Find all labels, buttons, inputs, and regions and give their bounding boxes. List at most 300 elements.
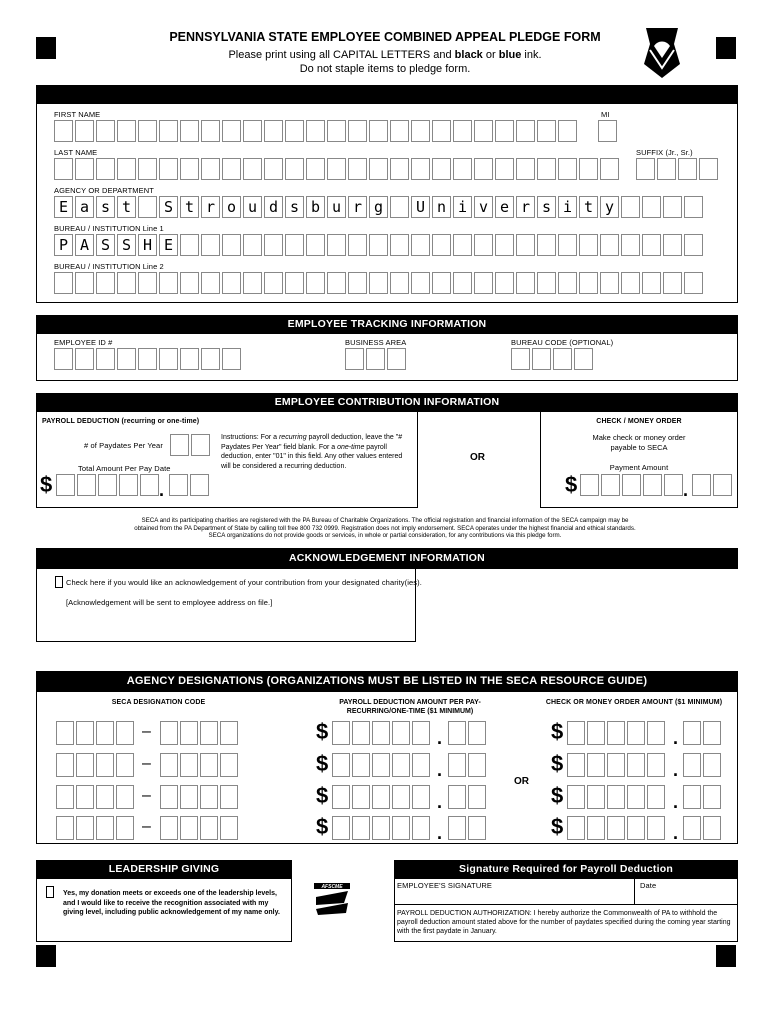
character-cell[interactable]	[647, 785, 665, 809]
character-cell[interactable]	[160, 816, 178, 840]
character-cell[interactable]	[285, 158, 304, 180]
character-cell[interactable]	[621, 272, 640, 294]
first-name-field[interactable]	[54, 120, 579, 142]
payroll-amount-cents-field[interactable]	[448, 753, 488, 777]
character-cell[interactable]	[140, 474, 159, 496]
check-amount-cents-field[interactable]	[683, 721, 723, 745]
character-cell[interactable]	[516, 158, 535, 180]
designation-code-prefix-field[interactable]	[56, 785, 136, 809]
character-cell[interactable]	[647, 816, 665, 840]
character-cell[interactable]: S	[96, 234, 115, 256]
date-field[interactable]	[638, 887, 736, 903]
character-cell[interactable]	[663, 272, 682, 294]
character-cell[interactable]: s	[285, 196, 304, 218]
character-cell[interactable]	[495, 272, 514, 294]
designation-code-prefix-field[interactable]	[56, 753, 136, 777]
character-cell[interactable]	[220, 816, 238, 840]
character-cell[interactable]: v	[474, 196, 493, 218]
character-cell[interactable]	[332, 785, 350, 809]
character-cell[interactable]	[327, 234, 346, 256]
character-cell[interactable]	[77, 474, 96, 496]
character-cell[interactable]	[390, 120, 409, 142]
check-amount-dollars-field[interactable]	[567, 721, 667, 745]
signature-field[interactable]	[396, 887, 632, 903]
character-cell[interactable]	[75, 348, 94, 370]
payroll-amount-dollars-field[interactable]	[332, 721, 432, 745]
character-cell[interactable]	[220, 721, 238, 745]
character-cell[interactable]	[558, 272, 577, 294]
character-cell[interactable]	[411, 120, 430, 142]
total-amount-dollars-field[interactable]	[56, 474, 161, 496]
character-cell[interactable]	[366, 348, 385, 370]
character-cell[interactable]	[684, 196, 703, 218]
character-cell[interactable]	[159, 158, 178, 180]
employee-id-field[interactable]	[54, 348, 243, 370]
character-cell[interactable]	[116, 816, 134, 840]
character-cell[interactable]	[567, 785, 585, 809]
character-cell[interactable]	[222, 348, 241, 370]
character-cell[interactable]	[222, 158, 241, 180]
character-cell[interactable]	[200, 753, 218, 777]
character-cell[interactable]	[683, 721, 701, 745]
character-cell[interactable]	[264, 158, 283, 180]
character-cell[interactable]: e	[495, 196, 514, 218]
character-cell[interactable]	[703, 785, 721, 809]
character-cell[interactable]	[516, 120, 535, 142]
character-cell[interactable]	[587, 721, 605, 745]
bureau-line-2-field[interactable]	[54, 272, 705, 294]
character-cell[interactable]	[600, 272, 619, 294]
check-amount-dollars-field[interactable]	[567, 785, 667, 809]
designation-code-suffix-field[interactable]	[160, 785, 240, 809]
character-cell[interactable]	[627, 816, 645, 840]
character-cell[interactable]	[474, 120, 493, 142]
character-cell[interactable]: g	[369, 196, 388, 218]
character-cell[interactable]	[116, 753, 134, 777]
character-cell[interactable]	[390, 196, 409, 218]
character-cell[interactable]	[453, 272, 472, 294]
character-cell[interactable]	[117, 272, 136, 294]
character-cell[interactable]	[96, 753, 114, 777]
character-cell[interactable]	[607, 816, 625, 840]
character-cell[interactable]	[180, 272, 199, 294]
payroll-amount-dollars-field[interactable]	[332, 753, 432, 777]
character-cell[interactable]	[75, 158, 94, 180]
payment-dollars-field[interactable]	[580, 474, 685, 496]
character-cell[interactable]	[448, 721, 466, 745]
designation-code-suffix-field[interactable]	[160, 721, 240, 745]
character-cell[interactable]: d	[264, 196, 283, 218]
character-cell[interactable]: u	[327, 196, 346, 218]
character-cell[interactable]	[567, 816, 585, 840]
character-cell[interactable]	[372, 785, 390, 809]
character-cell[interactable]: s	[537, 196, 556, 218]
character-cell[interactable]	[607, 721, 625, 745]
character-cell[interactable]	[138, 158, 157, 180]
character-cell[interactable]: u	[243, 196, 262, 218]
character-cell[interactable]	[75, 120, 94, 142]
character-cell[interactable]	[642, 196, 661, 218]
character-cell[interactable]	[432, 234, 451, 256]
character-cell[interactable]	[76, 753, 94, 777]
last-name-field[interactable]	[54, 158, 621, 180]
character-cell[interactable]	[448, 753, 466, 777]
character-cell[interactable]	[264, 234, 283, 256]
character-cell[interactable]	[222, 120, 241, 142]
character-cell[interactable]: S	[159, 196, 178, 218]
character-cell[interactable]	[587, 816, 605, 840]
leadership-checkbox[interactable]	[46, 886, 54, 898]
character-cell[interactable]	[201, 272, 220, 294]
character-cell[interactable]	[180, 785, 198, 809]
character-cell[interactable]	[607, 785, 625, 809]
character-cell[interactable]	[574, 348, 593, 370]
character-cell[interactable]	[411, 272, 430, 294]
character-cell[interactable]	[96, 785, 114, 809]
mi-field[interactable]	[598, 120, 619, 142]
character-cell[interactable]	[138, 120, 157, 142]
character-cell[interactable]	[96, 816, 114, 840]
character-cell[interactable]	[516, 272, 535, 294]
character-cell[interactable]	[372, 721, 390, 745]
character-cell[interactable]	[412, 721, 430, 745]
character-cell[interactable]	[200, 785, 218, 809]
character-cell[interactable]	[76, 785, 94, 809]
character-cell[interactable]	[56, 721, 74, 745]
character-cell[interactable]	[580, 474, 599, 496]
character-cell[interactable]	[553, 348, 572, 370]
character-cell[interactable]	[54, 158, 73, 180]
character-cell[interactable]	[180, 234, 199, 256]
character-cell[interactable]	[116, 721, 134, 745]
character-cell[interactable]: t	[117, 196, 136, 218]
total-amount-cents-field[interactable]	[169, 474, 211, 496]
character-cell[interactable]	[453, 234, 472, 256]
character-cell[interactable]	[390, 158, 409, 180]
character-cell[interactable]	[75, 272, 94, 294]
character-cell[interactable]	[222, 272, 241, 294]
character-cell[interactable]	[474, 234, 493, 256]
character-cell[interactable]	[621, 196, 640, 218]
character-cell[interactable]	[327, 120, 346, 142]
business-area-field[interactable]	[345, 348, 408, 370]
character-cell[interactable]	[56, 785, 74, 809]
character-cell[interactable]	[627, 753, 645, 777]
character-cell[interactable]	[432, 120, 451, 142]
character-cell[interactable]	[663, 196, 682, 218]
character-cell[interactable]: y	[600, 196, 619, 218]
character-cell[interactable]	[369, 158, 388, 180]
bureau-code-field[interactable]	[511, 348, 595, 370]
character-cell[interactable]	[243, 272, 262, 294]
character-cell[interactable]	[567, 753, 585, 777]
character-cell[interactable]	[558, 120, 577, 142]
payment-cents-field[interactable]	[692, 474, 734, 496]
character-cell[interactable]	[643, 474, 662, 496]
character-cell[interactable]	[332, 753, 350, 777]
character-cell[interactable]	[96, 272, 115, 294]
character-cell[interactable]	[537, 234, 556, 256]
character-cell[interactable]	[180, 158, 199, 180]
character-cell[interactable]	[306, 272, 325, 294]
character-cell[interactable]	[607, 753, 625, 777]
character-cell[interactable]	[264, 120, 283, 142]
character-cell[interactable]	[56, 474, 75, 496]
character-cell[interactable]	[352, 816, 370, 840]
character-cell[interactable]	[558, 234, 577, 256]
character-cell[interactable]	[352, 721, 370, 745]
character-cell[interactable]	[160, 753, 178, 777]
character-cell[interactable]	[474, 272, 493, 294]
character-cell[interactable]	[495, 158, 514, 180]
character-cell[interactable]	[532, 348, 551, 370]
character-cell[interactable]	[243, 120, 262, 142]
character-cell[interactable]	[642, 234, 661, 256]
character-cell[interactable]	[372, 816, 390, 840]
character-cell[interactable]	[516, 234, 535, 256]
bureau-line-1-field[interactable]	[54, 234, 705, 256]
character-cell[interactable]	[138, 196, 157, 218]
character-cell[interactable]	[392, 753, 410, 777]
character-cell[interactable]	[432, 158, 451, 180]
payroll-amount-dollars-field[interactable]	[332, 785, 432, 809]
character-cell[interactable]	[138, 348, 157, 370]
character-cell[interactable]	[117, 348, 136, 370]
character-cell[interactable]	[392, 785, 410, 809]
character-cell[interactable]	[117, 120, 136, 142]
character-cell[interactable]	[138, 272, 157, 294]
character-cell[interactable]	[412, 753, 430, 777]
check-amount-cents-field[interactable]	[683, 753, 723, 777]
character-cell[interactable]	[54, 272, 73, 294]
character-cell[interactable]	[117, 158, 136, 180]
character-cell[interactable]	[392, 816, 410, 840]
character-cell[interactable]	[201, 234, 220, 256]
character-cell[interactable]	[348, 234, 367, 256]
character-cell[interactable]	[683, 753, 701, 777]
character-cell[interactable]	[703, 721, 721, 745]
character-cell[interactable]	[264, 272, 283, 294]
character-cell[interactable]	[683, 816, 701, 840]
payroll-amount-cents-field[interactable]	[448, 785, 488, 809]
character-cell[interactable]	[703, 816, 721, 840]
character-cell[interactable]	[664, 474, 683, 496]
character-cell[interactable]	[411, 234, 430, 256]
character-cell[interactable]: i	[558, 196, 577, 218]
character-cell[interactable]	[684, 272, 703, 294]
designation-code-prefix-field[interactable]	[56, 721, 136, 745]
character-cell[interactable]: b	[306, 196, 325, 218]
character-cell[interactable]	[474, 158, 493, 180]
character-cell[interactable]: r	[348, 196, 367, 218]
character-cell[interactable]	[200, 816, 218, 840]
character-cell[interactable]	[180, 348, 199, 370]
character-cell[interactable]	[348, 272, 367, 294]
character-cell[interactable]	[600, 158, 619, 180]
character-cell[interactable]	[412, 785, 430, 809]
payroll-amount-dollars-field[interactable]	[332, 816, 432, 840]
character-cell[interactable]	[285, 272, 304, 294]
character-cell[interactable]: P	[54, 234, 73, 256]
character-cell[interactable]	[537, 272, 556, 294]
check-amount-dollars-field[interactable]	[567, 753, 667, 777]
character-cell[interactable]	[369, 120, 388, 142]
character-cell[interactable]	[448, 816, 466, 840]
character-cell[interactable]	[647, 721, 665, 745]
character-cell[interactable]	[621, 234, 640, 256]
character-cell[interactable]	[180, 120, 199, 142]
character-cell[interactable]	[243, 234, 262, 256]
character-cell[interactable]	[567, 721, 585, 745]
character-cell[interactable]	[180, 721, 198, 745]
character-cell[interactable]	[159, 120, 178, 142]
character-cell[interactable]	[222, 234, 241, 256]
character-cell[interactable]	[160, 785, 178, 809]
character-cell[interactable]	[387, 348, 406, 370]
character-cell[interactable]	[201, 158, 220, 180]
character-cell[interactable]: i	[453, 196, 472, 218]
character-cell[interactable]	[116, 785, 134, 809]
character-cell[interactable]	[579, 158, 598, 180]
character-cell[interactable]	[76, 816, 94, 840]
character-cell[interactable]	[352, 753, 370, 777]
character-cell[interactable]	[285, 234, 304, 256]
character-cell[interactable]	[495, 120, 514, 142]
character-cell[interactable]	[96, 348, 115, 370]
character-cell[interactable]	[579, 234, 598, 256]
character-cell[interactable]	[703, 753, 721, 777]
character-cell[interactable]	[579, 272, 598, 294]
character-cell[interactable]	[468, 816, 486, 840]
character-cell[interactable]	[647, 753, 665, 777]
character-cell[interactable]: E	[54, 196, 73, 218]
character-cell[interactable]	[200, 721, 218, 745]
character-cell[interactable]	[96, 721, 114, 745]
character-cell[interactable]	[119, 474, 138, 496]
character-cell[interactable]	[684, 234, 703, 256]
character-cell[interactable]	[412, 816, 430, 840]
character-cell[interactable]	[432, 272, 451, 294]
character-cell[interactable]	[327, 158, 346, 180]
designation-code-suffix-field[interactable]	[160, 753, 240, 777]
character-cell[interactable]	[220, 753, 238, 777]
check-amount-cents-field[interactable]	[683, 816, 723, 840]
character-cell[interactable]	[160, 721, 178, 745]
character-cell[interactable]	[348, 158, 367, 180]
character-cell[interactable]: t	[180, 196, 199, 218]
character-cell[interactable]	[468, 753, 486, 777]
character-cell[interactable]	[600, 234, 619, 256]
character-cell[interactable]: H	[138, 234, 157, 256]
character-cell[interactable]	[392, 721, 410, 745]
character-cell[interactable]	[453, 158, 472, 180]
character-cell[interactable]	[683, 785, 701, 809]
character-cell[interactable]	[372, 753, 390, 777]
character-cell[interactable]	[332, 816, 350, 840]
character-cell[interactable]: t	[579, 196, 598, 218]
character-cell[interactable]	[285, 120, 304, 142]
character-cell[interactable]	[96, 120, 115, 142]
character-cell[interactable]: o	[222, 196, 241, 218]
character-cell[interactable]	[96, 158, 115, 180]
character-cell[interactable]: n	[432, 196, 451, 218]
character-cell[interactable]	[327, 272, 346, 294]
character-cell[interactable]	[56, 753, 74, 777]
character-cell[interactable]	[243, 158, 262, 180]
designation-code-suffix-field[interactable]	[160, 816, 240, 840]
character-cell[interactable]	[352, 785, 370, 809]
character-cell[interactable]	[56, 816, 74, 840]
suffix-field[interactable]	[636, 158, 720, 180]
character-cell[interactable]	[537, 120, 556, 142]
character-cell[interactable]	[369, 272, 388, 294]
character-cell[interactable]	[495, 234, 514, 256]
character-cell[interactable]	[622, 474, 641, 496]
character-cell[interactable]	[348, 120, 367, 142]
payroll-amount-cents-field[interactable]	[448, 816, 488, 840]
character-cell[interactable]	[54, 120, 73, 142]
character-cell[interactable]	[587, 753, 605, 777]
character-cell[interactable]	[369, 234, 388, 256]
character-cell[interactable]	[587, 785, 605, 809]
character-cell[interactable]	[98, 474, 117, 496]
character-cell[interactable]	[601, 474, 620, 496]
character-cell[interactable]	[306, 234, 325, 256]
agency-field[interactable]	[54, 196, 705, 218]
character-cell[interactable]	[220, 785, 238, 809]
character-cell[interactable]	[390, 272, 409, 294]
character-cell[interactable]	[180, 753, 198, 777]
character-cell[interactable]: A	[75, 234, 94, 256]
character-cell[interactable]	[201, 348, 220, 370]
character-cell[interactable]	[627, 785, 645, 809]
character-cell[interactable]	[180, 816, 198, 840]
character-cell[interactable]	[642, 272, 661, 294]
check-amount-cents-field[interactable]	[683, 785, 723, 809]
ack-checkbox[interactable]	[55, 576, 63, 588]
character-cell[interactable]	[411, 158, 430, 180]
character-cell[interactable]	[306, 120, 325, 142]
character-cell[interactable]	[390, 234, 409, 256]
character-cell[interactable]: s	[96, 196, 115, 218]
character-cell[interactable]	[627, 721, 645, 745]
character-cell[interactable]	[159, 272, 178, 294]
character-cell[interactable]	[306, 158, 325, 180]
character-cell[interactable]	[54, 348, 73, 370]
character-cell[interactable]	[537, 158, 556, 180]
character-cell[interactable]	[448, 785, 466, 809]
character-cell[interactable]: S	[117, 234, 136, 256]
check-amount-dollars-field[interactable]	[567, 816, 667, 840]
character-cell[interactable]	[468, 721, 486, 745]
paydates-field[interactable]	[170, 434, 212, 456]
character-cell[interactable]	[201, 120, 220, 142]
character-cell[interactable]	[558, 158, 577, 180]
payroll-amount-cents-field[interactable]	[448, 721, 488, 745]
character-cell[interactable]: U	[411, 196, 430, 218]
character-cell[interactable]: r	[516, 196, 535, 218]
character-cell[interactable]	[453, 120, 472, 142]
character-cell[interactable]	[468, 785, 486, 809]
character-cell[interactable]	[345, 348, 364, 370]
character-cell[interactable]	[159, 348, 178, 370]
character-cell[interactable]: a	[75, 196, 94, 218]
designation-code-prefix-field[interactable]	[56, 816, 136, 840]
character-cell[interactable]: r	[201, 196, 220, 218]
character-cell[interactable]	[511, 348, 530, 370]
character-cell[interactable]: E	[159, 234, 178, 256]
character-cell[interactable]	[663, 234, 682, 256]
